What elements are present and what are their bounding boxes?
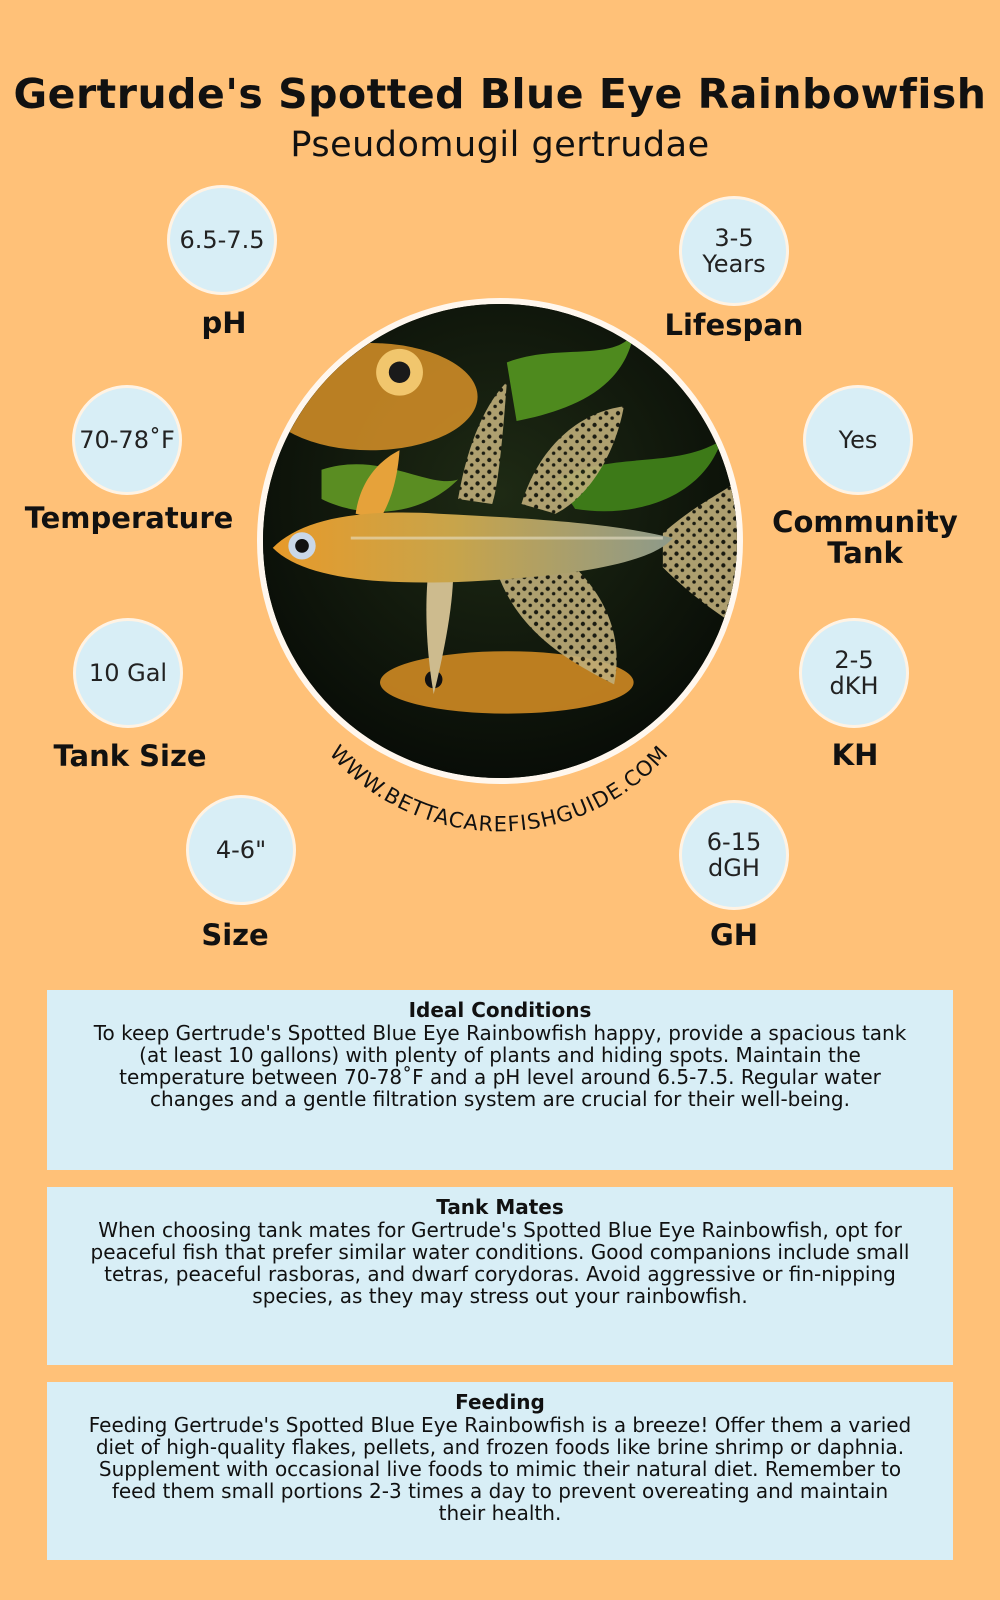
- tank-size-value: 10 Gal: [73, 618, 183, 728]
- ideal-conditions-title: Ideal Conditions: [408, 998, 592, 1022]
- temperature-value: 70-78˚F: [72, 385, 182, 495]
- feeding-title: Feeding: [455, 1390, 545, 1414]
- feeding-body: Feeding Gertrude's Spotted Blue Eye Rainbowfish is a breeze! Offer them a varied diet of high-quality flakes, pellets, and frozen foods like brine shrimp or daphnia. Supplement with occasional live foods to mimic their natural diet. Remember to feed them small portions 2-3 times a day to prevent overeating and maintain their health.: [88, 1413, 912, 1525]
- kh-label: KH: [831, 738, 879, 772]
- tank-mates-section: [47, 1187, 953, 1365]
- lifespan-label: Lifespan: [664, 308, 804, 342]
- temperature-label: Temperature: [24, 501, 234, 535]
- scientific-name: Pseudomugil gertrudae: [290, 125, 710, 165]
- kh-value: 2-5 dKH: [799, 618, 909, 728]
- website-watermark: WWW.BETTACAREFISHGUIDE.COM: [324, 740, 673, 837]
- ph-value: 6.5-7.5: [167, 185, 277, 295]
- lifespan-value: 3-5 Years: [679, 196, 789, 306]
- ideal-conditions-body: To keep Gertrude's Spotted Blue Eye Rainbowfish happy, provide a spacious tank (at least 10 gallons) with plenty of plants and hiding spots. Maintain the temperature between 70-78˚F and a pH level around 6.5-7.5. Regular water changes and a gentle filtration system are crucial for their well-being.: [93, 1021, 907, 1111]
- community-label: Community Tank: [772, 505, 958, 570]
- ideal-conditions-section: [47, 990, 953, 1170]
- tank-mates-body: When choosing tank mates for Gertrude's Spotted Blue Eye Rainbowfish, opt for peaceful fish that prefer similar water conditions. Good companions include small tetras, peaceful rasboras, and dwarf corydoras. Avoid aggressive or fin-nipping species, as they may stress out your rainbowfish.: [90, 1218, 910, 1308]
- page-title: Gertrude's Spotted Blue Eye Rainbowfish: [13, 70, 987, 118]
- size-label: Size: [201, 918, 269, 952]
- ph-label: pH: [201, 306, 247, 340]
- fish-photo: [257, 298, 743, 784]
- gh-value: 6-15 dGH: [679, 800, 789, 910]
- tank-size-label: Tank Size: [53, 739, 207, 773]
- feeding-section: [47, 1382, 953, 1560]
- size-value: 4-6": [186, 795, 296, 905]
- tank-mates-title: Tank Mates: [436, 1195, 564, 1219]
- gh-label: GH: [709, 918, 759, 952]
- community-value: Yes: [803, 385, 913, 495]
